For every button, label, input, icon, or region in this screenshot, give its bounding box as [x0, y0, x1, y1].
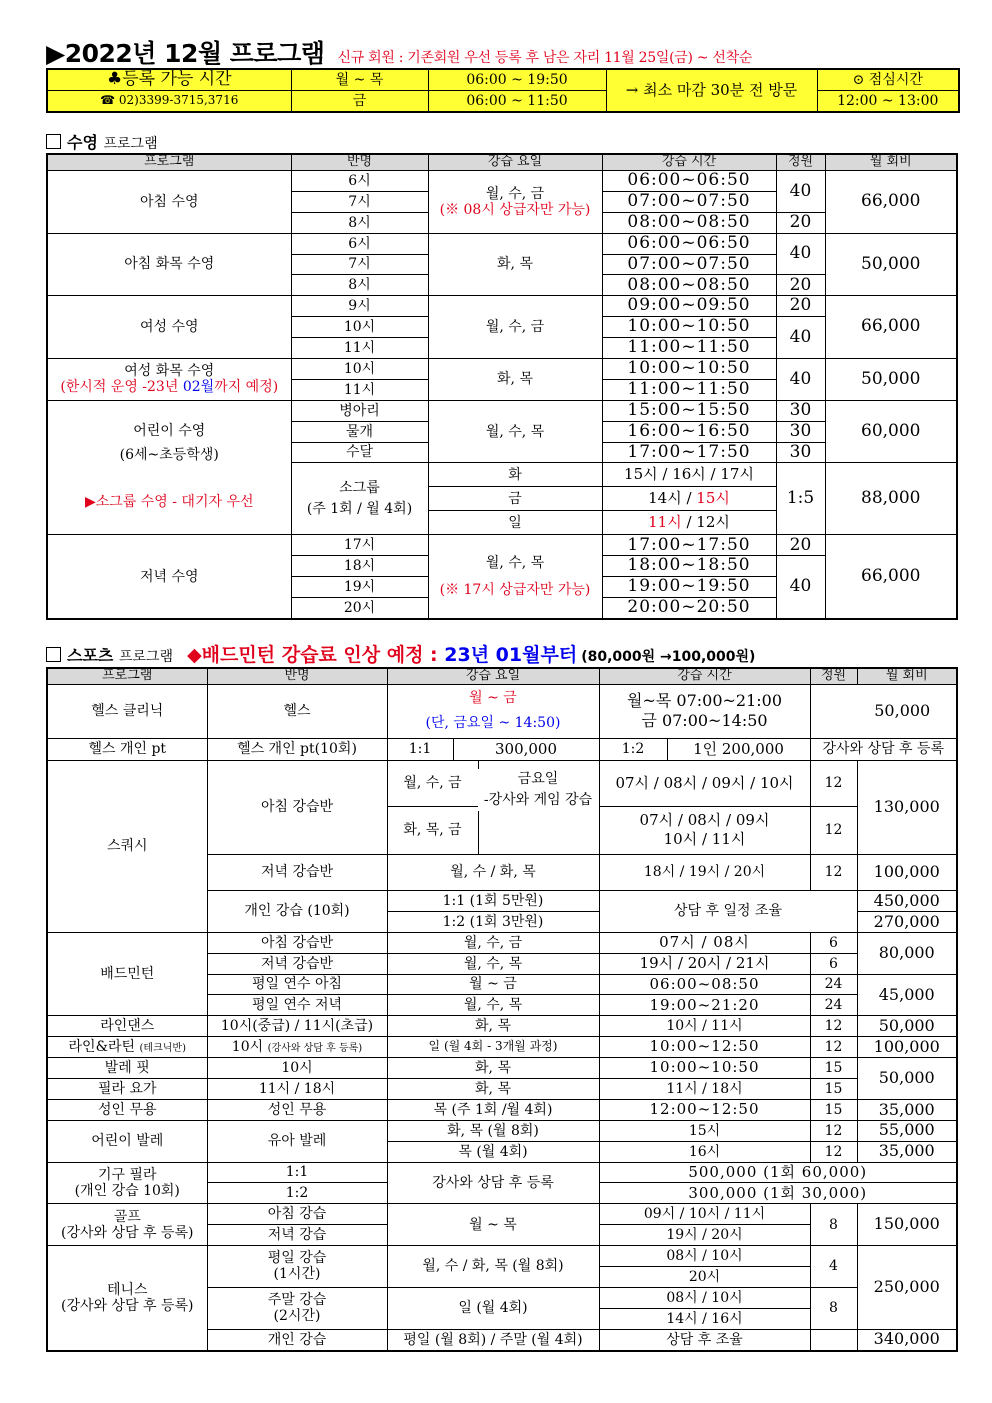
pt-price-1: 300,000 — [453, 738, 599, 760]
reg-day-2: 금 — [291, 91, 428, 113]
col-header: 프로그램 — [47, 668, 207, 684]
class-days: 목 (주 1회 /월 4회) — [387, 1099, 599, 1120]
capacity: 20 — [776, 296, 825, 317]
class-name: 1:1 — [207, 1162, 387, 1183]
class-days: 월 ~ 금 (단, 금요일 ~ 14:50) — [387, 684, 599, 738]
lunch-time: 12:00 ~ 13:00 — [817, 91, 959, 113]
class-time: 10:00~10:50 — [602, 317, 776, 338]
col-header: 강습 요일 — [387, 668, 599, 684]
class-name: 아침 강습반 — [207, 932, 387, 953]
class-name: 소그룹 (주 1회 / 월 4회) — [291, 463, 428, 535]
class-days: 금 — [428, 487, 602, 511]
program-name: 헬스 개인 pt — [47, 738, 207, 760]
program-name: 발레 핏 — [47, 1058, 207, 1079]
class-days: 화 — [428, 463, 602, 487]
registration-info-table — [46, 68, 960, 113]
class-time: 19시 / 20시 — [599, 1225, 810, 1246]
capacity: 30 — [776, 400, 825, 421]
program-name: 아침 수영 — [47, 170, 291, 233]
class-name: 헬스 개인 pt(10회) — [207, 738, 387, 760]
class-days: 화, 목 — [387, 1016, 599, 1037]
class-days: 화, 목 (월 8회) — [387, 1120, 599, 1141]
class-time: 07시 / 08시 / 09시 / 10시 — [599, 760, 810, 806]
checkbox-icon — [46, 134, 61, 149]
monthly-fee: 150,000 — [857, 1204, 957, 1246]
capacity: 40 — [776, 556, 825, 619]
lunch-label: ⊙ 점심시간 — [817, 69, 959, 91]
capacity: 6 — [810, 953, 857, 974]
capacity: 15 — [810, 1058, 857, 1079]
monthly-fee: 35,000 — [857, 1141, 957, 1162]
class-name: 평일 연수 저녁 — [207, 995, 387, 1016]
class-days: 평일 (월 8회) / 주말 (월 4회) — [387, 1329, 599, 1350]
monthly-fee: 50,000 — [857, 1016, 957, 1037]
class-days: 화, 목 — [428, 233, 602, 296]
class-name: 10시 — [291, 317, 428, 338]
monthly-fee: 80,000 — [857, 932, 957, 974]
col-header: 강습 시간 — [599, 668, 810, 684]
reg-time-1: 06:00 ~ 19:50 — [428, 69, 606, 91]
class-name: 11시 — [291, 379, 428, 400]
class-time: 06:00~08:50 — [599, 974, 810, 995]
capacity: 30 — [776, 421, 825, 442]
price: 500,000 (1회 60,000) — [599, 1162, 957, 1183]
capacity: 20 — [776, 535, 825, 556]
class-name: 17시 — [291, 535, 428, 556]
checkbox-icon — [46, 647, 61, 662]
class-time: 상담 후 조율 — [599, 1329, 810, 1350]
program-name: 저녁 수영 — [47, 535, 291, 619]
class-time: 11:00~11:50 — [602, 379, 776, 400]
capacity: 40 — [776, 233, 825, 275]
capacity: 12 — [810, 806, 857, 854]
class-name: 9시 — [291, 296, 428, 317]
monthly-fee: 250,000 — [857, 1246, 957, 1330]
monthly-fee: 60,000 — [825, 400, 957, 463]
class-time: 10:00~10:50 — [602, 358, 776, 379]
class-days: 강사와 상담 후 등록 — [387, 1162, 599, 1204]
class-name: 10시 — [291, 358, 428, 379]
title-notice: 신규 회원 : 기존회원 우선 등록 후 남은 자리 11월 25일(금) ~ 선착순 — [337, 50, 753, 66]
capacity: 6 — [810, 932, 857, 953]
monthly-fee: 340,000 — [857, 1329, 957, 1350]
program-name: 배드민턴 — [47, 932, 207, 1016]
class-name: 성인 무용 — [207, 1099, 387, 1120]
class-time: 15시 — [599, 1120, 810, 1141]
class-time: 11시 / 18시 — [599, 1078, 810, 1099]
capacity: 20 — [776, 212, 825, 233]
swim-section-title: 수영 프로그램 — [46, 130, 158, 153]
class-time: 19시 / 20시 / 21시 — [599, 953, 810, 974]
class-time: 10시 / 11시 — [599, 1016, 810, 1037]
capacity — [810, 1329, 857, 1350]
phone: ☎ 02)3399-3715,3716 — [47, 91, 291, 113]
class-name: 아침 강습 — [207, 1204, 387, 1225]
class-name: 10시(중급) / 11시(초급) — [207, 1016, 387, 1037]
monthly-fee: 88,000 — [825, 463, 957, 535]
class-days: 월, 수, 목 — [387, 953, 599, 974]
visit-note: → 최소 마감 30분 전 방문 — [606, 69, 817, 112]
program-name: 헬스 클리닉 — [47, 684, 207, 738]
monthly-fee: 66,000 — [825, 170, 957, 233]
capacity: 40 — [776, 170, 825, 212]
monthly-fee: 50,000 — [825, 358, 957, 400]
class-name: 유아 발레 — [207, 1120, 387, 1162]
col-header: 월 회비 — [857, 668, 957, 684]
class-name: 20시 — [291, 598, 428, 619]
class-name: 헬스 — [207, 684, 387, 738]
capacity: 40 — [776, 317, 825, 359]
class-time: 월~목 07:00~21:00 금 07:00~14:50 — [599, 684, 810, 738]
class-name: 11시 / 18시 — [207, 1078, 387, 1099]
pt-ratio-1: 1:1 — [387, 738, 453, 760]
class-name: 18시 — [291, 556, 428, 577]
class-time: 10:00~12:50 — [599, 1037, 810, 1058]
class-days: 목 (월 4회) — [387, 1141, 599, 1162]
class-time: 20시 — [599, 1266, 810, 1287]
class-name: 저녁 강습반 — [207, 953, 387, 974]
class-days: 화, 목, 금 금요일 -강사와 게임 강습 — [387, 806, 599, 854]
class-time: 08시 / 10시 — [599, 1287, 810, 1308]
class-time: 11:00~11:50 — [602, 338, 776, 359]
capacity: 40 — [776, 358, 825, 400]
class-time: 07:00~07:50 — [602, 191, 776, 212]
class-name: 6시 — [291, 170, 428, 191]
col-header: 반명 — [291, 154, 428, 170]
class-days: 월, 수, 목 (※ 17시 상급자만 가능) — [428, 535, 602, 619]
col-header: 강습 요일 — [428, 154, 602, 170]
monthly-fee: 55,000 — [857, 1120, 957, 1141]
capacity: 30 — [776, 442, 825, 463]
class-time: 06:00~06:50 — [602, 233, 776, 254]
program-name: 테니스 (강사와 상담 후 등록) — [47, 1246, 207, 1351]
class-name: 10시 — [207, 1058, 387, 1079]
class-name: 저녁 강습반 — [207, 854, 387, 890]
class-name: 10시 (강사와 상담 후 등록) — [207, 1037, 387, 1058]
class-time: 12:00~12:50 — [599, 1099, 810, 1120]
capacity: 1:5 — [776, 463, 825, 535]
pt-ratio-2: 1:2 — [599, 738, 667, 760]
class-time: 15:00~15:50 — [602, 400, 776, 421]
class-days: 월 ~ 목 — [387, 1204, 599, 1246]
monthly-fee: 130,000 — [857, 760, 957, 854]
sports-section-title: 스포츠 프로그램 ◆배드민턴 강습료 인상 예정 : 23년 01월부터 (80,000원 →100,000원) — [46, 640, 755, 667]
class-time: 10:00~10:50 — [599, 1058, 810, 1079]
capacity: 12 — [810, 854, 857, 890]
capacity: 8 — [810, 1287, 857, 1329]
class-name: 평일 강습 (1시간) — [207, 1246, 387, 1288]
private-note: 상담 후 일정 조율 — [599, 890, 857, 932]
class-name: 개인 강습 — [207, 1329, 387, 1350]
program-name: 어린이 발레 — [47, 1120, 207, 1162]
monthly-fee: 66,000 — [825, 535, 957, 619]
class-name: 7시 — [291, 191, 428, 212]
title-main: ▶2022년 12월 프로그램 — [46, 39, 325, 68]
swim-table — [46, 153, 958, 620]
class-days: 월, 수 / 화, 목 (월 8회) — [387, 1246, 599, 1288]
col-header: 정원 — [810, 668, 857, 684]
monthly-fee: 450,000 — [857, 890, 957, 911]
monthly-fee: 45,000 — [857, 974, 957, 1016]
monthly-fee: 66,000 — [825, 296, 957, 359]
class-time: 07:00~07:50 — [602, 254, 776, 275]
class-days: 일 — [428, 511, 602, 535]
class-name: 아침 강습반 — [207, 760, 387, 854]
monthly-fee: 100,000 — [857, 1037, 957, 1058]
capacity: 8 — [810, 1204, 857, 1246]
program-name: 어린이 수영 (6세~초등학생) ▶소그룹 수영 - 대기자 우선 — [47, 400, 291, 535]
class-name: 수달 — [291, 442, 428, 463]
col-header: 강습 시간 — [602, 154, 776, 170]
class-name: 개인 강습 (10회) — [207, 890, 387, 932]
class-days: 화, 목 — [428, 358, 602, 400]
col-header: 프로그램 — [47, 154, 291, 170]
class-time: 06:00~06:50 — [602, 170, 776, 191]
capacity: 24 — [810, 974, 857, 995]
reg-day-1: 월 ~ 목 — [291, 69, 428, 91]
class-time: 19:00~21:20 — [599, 995, 810, 1016]
class-days: 월 ~ 금 — [387, 974, 599, 995]
class-days: 월, 수, 목 — [428, 400, 602, 463]
class-time: 20:00~20:50 — [602, 598, 776, 619]
class-time: 09시 / 10시 / 11시 — [599, 1204, 810, 1225]
capacity: 12 — [810, 1016, 857, 1037]
class-days: 일 (월 4회) — [387, 1287, 599, 1329]
class-time: 07시 / 08시 / 09시 10시 / 11시 — [599, 806, 810, 854]
class-days: 월, 수, 금 (※ 08시 상급자만 가능) — [428, 170, 602, 233]
class-name: 주말 강습 (2시간) — [207, 1287, 387, 1329]
program-name: 필라 요가 — [47, 1078, 207, 1099]
capacity: 4 — [810, 1246, 857, 1288]
monthly-fee: 35,000 — [857, 1099, 957, 1120]
col-header: 월 회비 — [825, 154, 957, 170]
col-header: 정원 — [776, 154, 825, 170]
class-name: 1:2 — [207, 1183, 387, 1204]
pt-price-2: 1인 200,000 — [667, 738, 810, 760]
monthly-fee: 50,000 — [810, 684, 957, 738]
class-days: 일 (월 4회 - 3개월 과정) — [387, 1037, 599, 1058]
class-time: 08:00~08:50 — [602, 275, 776, 296]
class-time: 08:00~08:50 — [602, 212, 776, 233]
class-time: 11시 / 12시 — [602, 511, 776, 535]
class-time: 08시 / 10시 — [599, 1246, 810, 1267]
monthly-fee: 50,000 — [825, 233, 957, 296]
class-time: 15시 / 16시 / 17시 — [602, 463, 776, 487]
class-time: 18시 / 19시 / 20시 — [599, 854, 810, 890]
class-name: 7시 — [291, 254, 428, 275]
capacity: 20 — [776, 275, 825, 296]
program-name: 라인&라틴 (테크닉반) — [47, 1037, 207, 1058]
page-title — [46, 34, 752, 70]
class-name: 19시 — [291, 577, 428, 598]
class-days: 월, 수, 금 — [387, 760, 599, 806]
program-name: 기구 필라 (개인 강습 10회) — [47, 1162, 207, 1204]
class-days: 화, 목 — [387, 1078, 599, 1099]
class-days: 월, 수 / 화, 목 — [387, 854, 599, 890]
pt-note: 강사와 상담 후 등록 — [810, 738, 957, 760]
col-header: 반명 — [207, 668, 387, 684]
reg-label: ♣등록 가능 시간 — [47, 69, 291, 91]
class-time: 17:00~17:50 — [602, 442, 776, 463]
monthly-fee: 50,000 — [857, 1058, 957, 1100]
class-name: 저녁 강습 — [207, 1225, 387, 1246]
program-name: 라인댄스 — [47, 1016, 207, 1037]
class-time: 18:00~18:50 — [602, 556, 776, 577]
capacity: 24 — [810, 995, 857, 1016]
program-name: 골프 (강사와 상담 후 등록) — [47, 1204, 207, 1246]
capacity: 12 — [810, 1141, 857, 1162]
class-name: 물개 — [291, 421, 428, 442]
class-time: 16시 — [599, 1141, 810, 1162]
program-name: 여성 화목 수영 (한시적 운영 -23년 02월까지 예정) — [47, 358, 291, 400]
capacity: 12 — [810, 760, 857, 806]
program-name: 성인 무용 — [47, 1099, 207, 1120]
capacity: 12 — [810, 1120, 857, 1141]
class-days: 월, 수, 금 — [428, 296, 602, 359]
monthly-fee: 100,000 — [857, 854, 957, 890]
program-name: 아침 화목 수영 — [47, 233, 291, 296]
sports-table — [46, 667, 958, 1352]
capacity: 15 — [810, 1099, 857, 1120]
private-option: 1:2 (1회 3만원) — [387, 911, 599, 932]
price: 300,000 (1회 30,000) — [599, 1183, 957, 1204]
class-days: 화, 목 — [387, 1058, 599, 1079]
class-name: 8시 — [291, 212, 428, 233]
class-time: 14시 / 16시 — [599, 1308, 810, 1329]
program-name: 여성 수영 — [47, 296, 291, 359]
class-time: 17:00~17:50 — [602, 535, 776, 556]
class-time: 09:00~09:50 — [602, 296, 776, 317]
class-days: 월, 수, 금 — [387, 932, 599, 953]
class-time: 07시 / 08시 — [599, 932, 810, 953]
class-days: 월, 수, 목 — [387, 995, 599, 1016]
class-name: 병아리 — [291, 400, 428, 421]
capacity: 12 — [810, 1037, 857, 1058]
monthly-fee: 270,000 — [857, 911, 957, 932]
class-time: 16:00~16:50 — [602, 421, 776, 442]
class-time: 14시 / 15시 — [602, 487, 776, 511]
reg-time-2: 06:00 ~ 11:50 — [428, 91, 606, 113]
class-name: 8시 — [291, 275, 428, 296]
program-name: 스쿼시 — [47, 760, 207, 932]
class-name: 11시 — [291, 338, 428, 359]
class-name: 평일 연수 아침 — [207, 974, 387, 995]
capacity: 15 — [810, 1078, 857, 1099]
class-time: 19:00~19:50 — [602, 577, 776, 598]
class-name: 6시 — [291, 233, 428, 254]
private-option: 1:1 (1회 5만원) — [387, 890, 599, 911]
